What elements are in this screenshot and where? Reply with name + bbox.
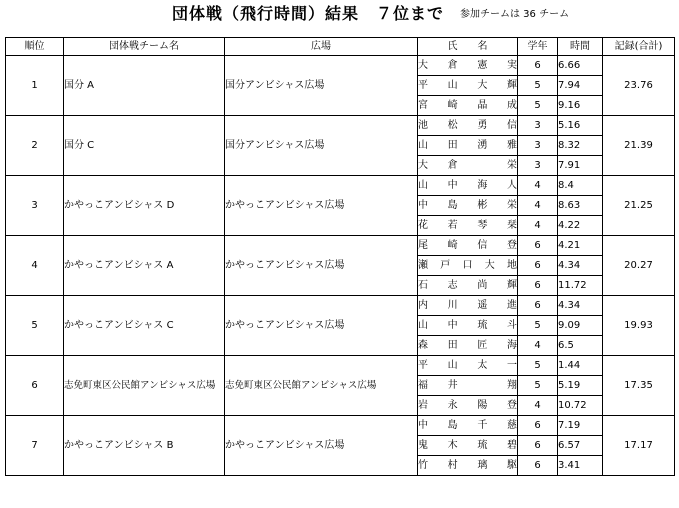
member-grade-cell: 5	[518, 96, 558, 116]
member-grade-cell: 6	[518, 236, 558, 256]
team-name-cell: 志免町東区公民館アンビシャス広場	[64, 356, 225, 416]
member-time-cell: 10.72	[558, 396, 603, 416]
venue-cell: かやっこアンビシャス広場	[225, 176, 418, 236]
member-grade-cell: 4	[518, 216, 558, 236]
member-time-cell: 8.32	[558, 136, 603, 156]
member-time-cell: 6.57	[558, 436, 603, 456]
header-venue: 広場	[225, 38, 418, 56]
rank-cell: 7	[6, 416, 64, 476]
rank-cell: 6	[6, 356, 64, 416]
member-name-cell: 平山太一	[418, 356, 518, 376]
member-name-cell: 山田湧雅	[418, 136, 518, 156]
member-name-cell: 大倉 栄	[418, 156, 518, 176]
table-row	[6, 56, 675, 76]
member-time-cell: 5.16	[558, 116, 603, 136]
member-time-cell: 3.41	[558, 456, 603, 476]
rank-cell: 5	[6, 296, 64, 356]
member-name-cell: 瀬戸口大地	[418, 256, 518, 276]
member-name-cell: 中島彬栄	[418, 196, 518, 216]
team-name-cell: 国分 C	[64, 116, 225, 176]
table-row	[6, 236, 675, 256]
member-name-cell: 池松勇信	[418, 116, 518, 136]
member-name-cell: 尾崎信登	[418, 236, 518, 256]
member-grade-cell: 3	[518, 136, 558, 156]
total-cell: 21.25	[603, 176, 675, 236]
table-row	[6, 176, 675, 196]
total-cell: 20.27	[603, 236, 675, 296]
member-name-cell: 宮崎晶成	[418, 96, 518, 116]
member-name-cell: 平山大輝	[418, 76, 518, 96]
results-body	[6, 56, 675, 476]
member-time-cell: 4.21	[558, 236, 603, 256]
venue-cell: かやっこアンビシャス広場	[225, 236, 418, 296]
member-grade-cell: 5	[518, 76, 558, 96]
total-cell: 21.39	[603, 116, 675, 176]
member-time-cell: 9.09	[558, 316, 603, 336]
header-rank: 順位	[6, 38, 64, 56]
member-name-cell: 石志尚輝	[418, 276, 518, 296]
venue-cell: 国分アンビシャス広場	[225, 56, 418, 116]
member-grade-cell: 5	[518, 376, 558, 396]
table-row	[6, 296, 675, 316]
member-time-cell: 1.44	[558, 356, 603, 376]
member-time-cell: 9.16	[558, 96, 603, 116]
header-total: 記録(合計)	[603, 38, 675, 56]
member-time-cell: 6.66	[558, 56, 603, 76]
header-team: 団体戦チーム名	[64, 38, 225, 56]
member-name-cell: 福井 翔	[418, 376, 518, 396]
member-time-cell: 11.72	[558, 276, 603, 296]
member-grade-cell: 6	[518, 276, 558, 296]
member-grade-cell: 6	[518, 56, 558, 76]
team-name-cell: かやっこアンビシャス B	[64, 416, 225, 476]
member-grade-cell: 6	[518, 416, 558, 436]
title-row	[0, 0, 679, 36]
member-grade-cell: 5	[518, 316, 558, 336]
header-grade: 学年	[518, 38, 558, 56]
member-grade-cell: 4	[518, 396, 558, 416]
member-grade-cell: 3	[518, 116, 558, 136]
participant-count-note: 参加チームは 36 チーム	[460, 9, 570, 20]
table-row	[6, 416, 675, 436]
member-grade-cell: 4	[518, 176, 558, 196]
team-name-cell: かやっこアンビシャス D	[64, 176, 225, 236]
member-time-cell: 4.34	[558, 296, 603, 316]
member-name-cell: 内川遥進	[418, 296, 518, 316]
member-time-cell: 7.19	[558, 416, 603, 436]
member-grade-cell: 4	[518, 336, 558, 356]
total-cell: 17.35	[603, 356, 675, 416]
member-time-cell: 5.19	[558, 376, 603, 396]
member-name-cell: 中島千慈	[418, 416, 518, 436]
results-table	[5, 37, 675, 476]
team-name-cell: 国分 A	[64, 56, 225, 116]
venue-cell: 国分アンビシャス広場	[225, 116, 418, 176]
member-name-cell: 花若琴栞	[418, 216, 518, 236]
header-time: 時間	[558, 38, 603, 56]
venue-cell: かやっこアンビシャス広場	[225, 416, 418, 476]
member-grade-cell: 6	[518, 256, 558, 276]
member-time-cell: 4.34	[558, 256, 603, 276]
member-time-cell: 6.5	[558, 336, 603, 356]
member-name-cell: 竹村璃駆	[418, 456, 518, 476]
header-name: 氏 名	[418, 38, 518, 56]
member-time-cell: 7.91	[558, 156, 603, 176]
member-time-cell: 8.63	[558, 196, 603, 216]
member-time-cell: 4.22	[558, 216, 603, 236]
table-row	[6, 356, 675, 376]
member-name-cell: 大倉憲実	[418, 56, 518, 76]
member-name-cell: 森田匠海	[418, 336, 518, 356]
total-cell: 17.17	[603, 416, 675, 476]
member-grade-cell: 6	[518, 296, 558, 316]
member-grade-cell: 5	[518, 356, 558, 376]
rank-cell: 4	[6, 236, 64, 296]
member-time-cell: 7.94	[558, 76, 603, 96]
member-name-cell: 岩永陽登	[418, 396, 518, 416]
rank-cell: 1	[6, 56, 64, 116]
team-name-cell: かやっこアンビシャス C	[64, 296, 225, 356]
venue-cell: 志免町東区公民館アンビシャス広場	[225, 356, 418, 416]
header-row	[6, 38, 675, 56]
total-cell: 19.93	[603, 296, 675, 356]
rank-cell: 3	[6, 176, 64, 236]
total-cell: 23.76	[603, 56, 675, 116]
member-grade-cell: 4	[518, 196, 558, 216]
member-grade-cell: 3	[518, 156, 558, 176]
member-name-cell: 山中琉斗	[418, 316, 518, 336]
team-name-cell: かやっこアンビシャス A	[64, 236, 225, 296]
member-name-cell: 鬼木琉碧	[418, 436, 518, 456]
member-time-cell: 8.4	[558, 176, 603, 196]
member-grade-cell: 6	[518, 436, 558, 456]
rank-cell: 2	[6, 116, 64, 176]
table-row	[6, 116, 675, 136]
member-name-cell: 山中海人	[418, 176, 518, 196]
page-title: 団体戦（飛行時間）結果 ７位まで	[172, 4, 445, 23]
venue-cell: かやっこアンビシャス広場	[225, 296, 418, 356]
member-grade-cell: 6	[518, 456, 558, 476]
